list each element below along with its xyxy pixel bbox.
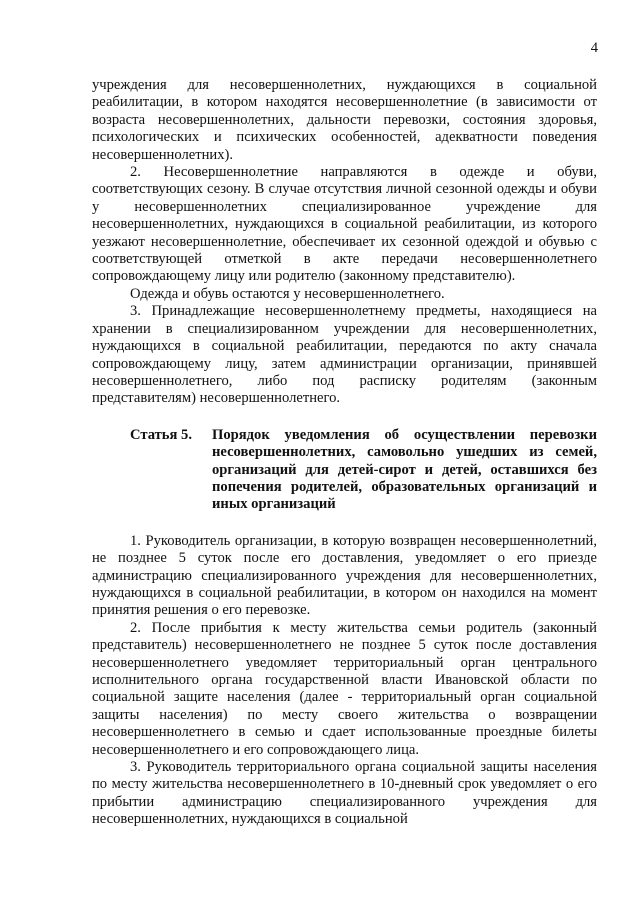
paragraph-clothing-note: Одежда и обувь остаются у несовершеннолетнего. [130, 285, 445, 302]
article-title: Порядок уведомления об осуществлении перевозки несовершеннолетних, самовольно ушедших из семей, организаций для детей-сирот и детей, оставшихся без попечения родителей, образовательных организаций и иных организаций [212, 426, 597, 513]
article-label: Статья 5. [130, 426, 192, 443]
paragraph-article5-item-3: 3. Руководитель территориального органа социальной защиты населения по месту жительства несовершеннолетнего в 10-дневный срок уведомляет о его прибытии администрацию специализированного учреждения для несовершеннолетних, нуждающихся в социальной [92, 759, 597, 828]
paragraph-continuation: учреждения для несовершеннолетних, нуждающихся в социальной реабилитации, в котором находятся несовершеннолетние (в зависимости от возраста несовершеннолетних, дальности перевозки, состояния здоровья, психологических и психических особенностей, адекватности поведения несовершеннолетних). [92, 77, 597, 163]
paragraph-item-2: 2. Несовершеннолетние направляются в одежде и обуви, соответствующих сезону. В случае отсутствия личной сезонной одежды и обуви у несовершеннолетних специализированное учреждение для несовершеннолетних, нуждающихся в социальной реабилитации, из которого уезжают несовершеннолетние, обеспечивает их сезонной одеждой и обувью с соответствующей отметкой в акте передачи несовершеннолетнего сопровождающему лицу или родителю (законному представителю). [92, 164, 597, 285]
article-heading [92, 427, 597, 514]
page-number: 4 [590, 40, 598, 56]
paragraph-article5-item-2: 2. После прибытия к месту жительства семьи родитель (законный представитель) несовершеннолетнего не позднее 5 суток после доставления несовершеннолетнего уведомляет территориальный орган центрального исполнительного органа государственной власти Ивановской области по социальной защите населения (далее - территориальный орган социальной защиты населения) по месту своего жительства о возвращении несовершеннолетнего в семью и сдает использованные проездные билеты несовершеннолетнего и его сопровождающего лица. [92, 619, 597, 758]
paragraph-article5-item-1: 1. Руководитель организации, в которую возвращен несовершеннолетний, не позднее 5 суток после его доставления, уведомляет о его приезде администрацию специализированного учреждения для несовершеннолетних, нуждающихся в социальной реабилитации, в котором он находился на момент принятия решения о его перевозке. [92, 532, 597, 619]
paragraph-item-3: 3. Принадлежащие несовершеннолетнему предметы, находящиеся на хранении в специализированном учреждении для несовершеннолетних, нуждающихся в социальной реабилитации, передаются по акту сначала сопровождающему лицу, затем администрации организации, принявшей несовершеннолетнего, либо под расписку родителям (законным представителям) несовершеннолетнего. [92, 303, 597, 407]
document-body [92, 77, 597, 829]
